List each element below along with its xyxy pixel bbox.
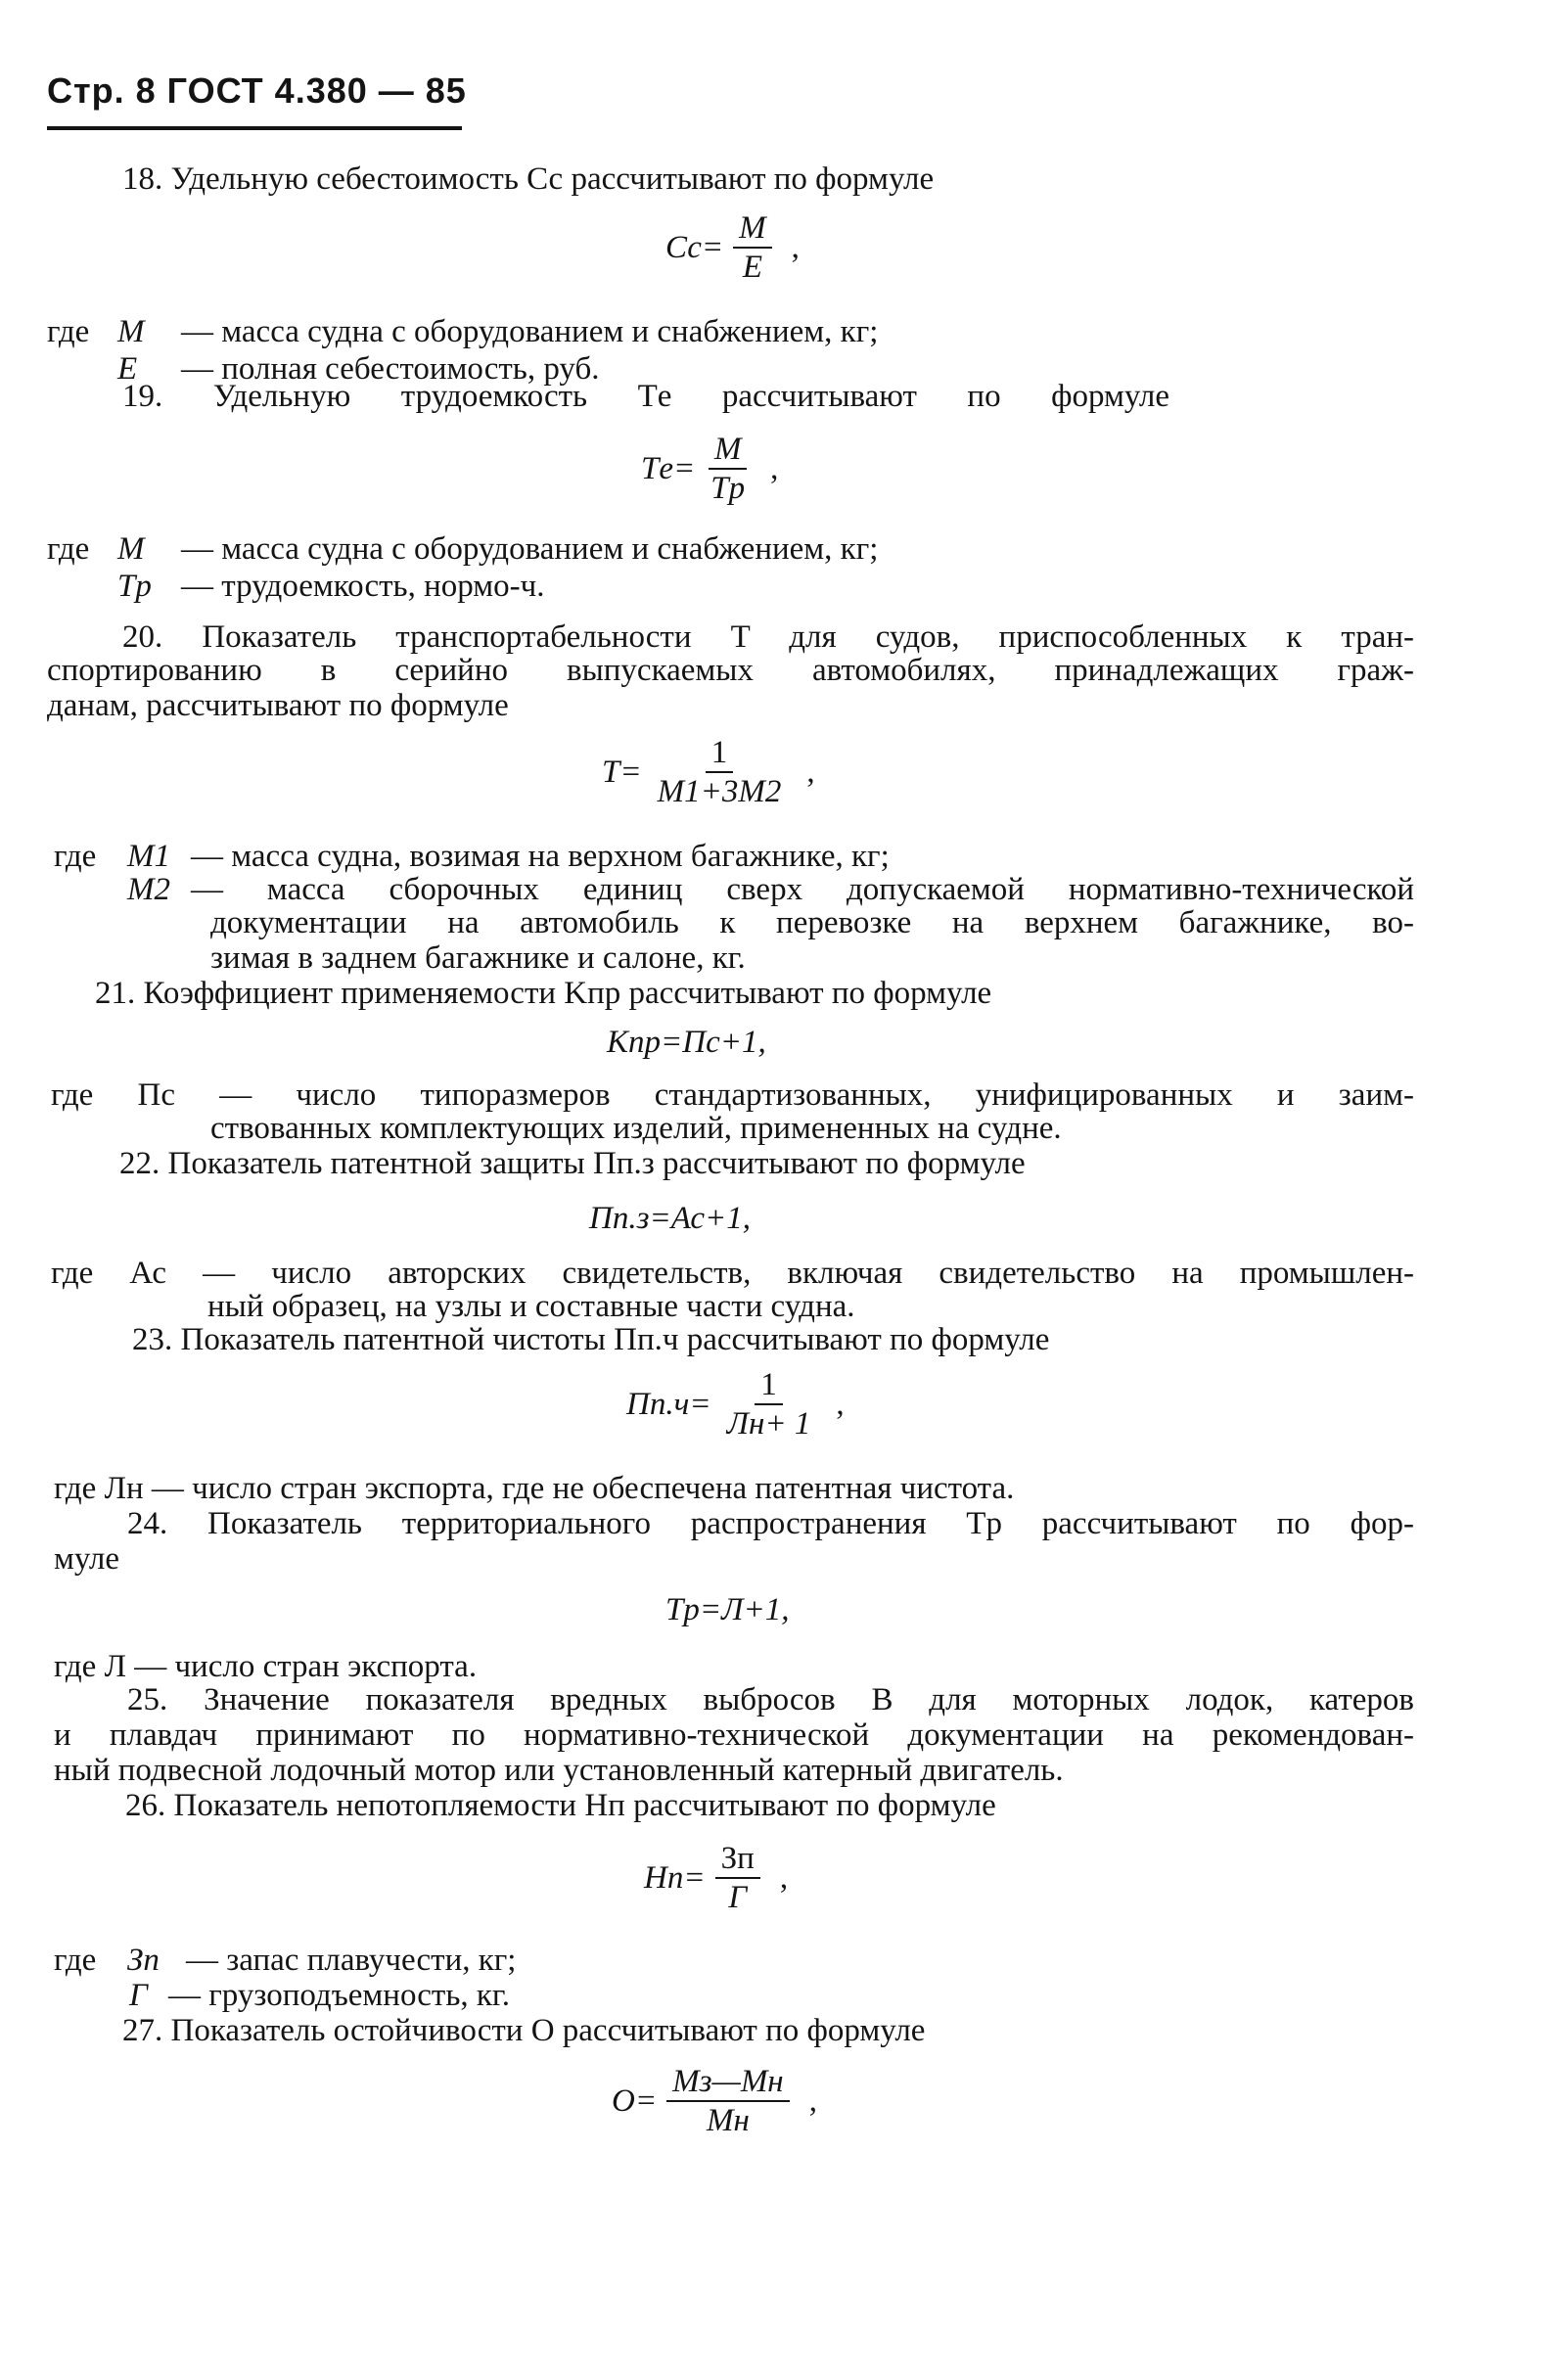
formula-26-comma: , (779, 1859, 789, 1896)
paragraph-26: 26. Показатель непотопляемости Нп рассчитывают по формуле (125, 1788, 996, 1823)
formula-23-comma: , (836, 1386, 845, 1422)
where-19-symbol-1: M (117, 531, 145, 567)
where-20-where: где (54, 839, 97, 874)
formula-27-fraction (666, 2063, 790, 2139)
formula-18-comma: , (791, 229, 800, 265)
where-18-symbol-2: E (117, 351, 138, 387)
where-26-where: где (54, 1943, 97, 1978)
formula-18-lhs: Сс= (665, 229, 724, 265)
where-20-symbol-2: M2 (127, 872, 170, 907)
formula-19-fraction (705, 431, 751, 507)
paragraph-19: 19. Удельную трудоемкость Tе рассчитывают по формуле (122, 379, 1169, 414)
paragraph-22: 22. Показатель патентной защиты Пп.з рассчитывают по формуле (119, 1146, 1026, 1181)
formula-18-fraction (733, 209, 772, 286)
formula-23 (626, 1366, 845, 1442)
formula-23-lhs: Пп.ч= (626, 1386, 711, 1422)
formula-26 (644, 1840, 788, 1916)
paragraph-20-line-2: спортированию в серийно выпускаемых автомобилях, принадлежащих граж- (47, 653, 1414, 688)
where-18-where: где (47, 314, 90, 349)
where-26-desc-1: — запас плавучести, кг; (186, 1943, 517, 1978)
paragraph-25-line-1: 25. Значение показателя вредных выбросов B для моторных лодок, катеров (127, 1682, 1414, 1717)
formula-24: Tр=Л+1, (665, 1592, 790, 1627)
formula-27-lhs: O= (612, 2082, 658, 2119)
where-20-desc-2-cont-2: зимая в заднем багажнике и салоне, кг. (210, 940, 746, 976)
formula-20 (602, 734, 815, 810)
formula-20-fraction (652, 734, 788, 810)
formula-23-numerator: 1 (755, 1366, 783, 1405)
formula-22: Пп.з=Ас+1, (589, 1201, 752, 1236)
formula-27 (612, 2063, 817, 2139)
where-26-desc-2: — грузоподъемность, кг. (168, 1978, 510, 2013)
where-24: где Л — число стран экспорта. (54, 1649, 478, 1684)
formula-21: Kпр=Пс+1, (607, 1025, 766, 1060)
where-21-line-2: ствованных комплектующих изделий, примененных на судне. (210, 1111, 1062, 1146)
paragraph-25-line-3: ный подвесной лодочный мотор или установленный катерный двигатель. (54, 1753, 1064, 1788)
where-21-line-1: где Пс — число типоразмеров стандартизованных, унифицированных и заим- (51, 1077, 1414, 1113)
where-20-desc-2-cont-1: документации на автомобиль к перевозке на верхнем багажнике, во- (210, 905, 1414, 940)
where-19-where: где (47, 531, 90, 567)
formula-27-denominator: Mн (706, 2103, 750, 2138)
formula-18-numerator: M (733, 209, 772, 249)
formula-20-numerator: 1 (706, 734, 734, 773)
where-20-symbol-1: M1 (127, 839, 170, 874)
where-18-desc-2: — полная себестоимость, руб. (181, 351, 600, 387)
where-22-line-2: ный образец, на узлы и составные части судна. (207, 1289, 855, 1324)
paragraph-24-line-2: муле (54, 1541, 120, 1577)
where-19-desc-2: — трудоемкость, нормо-ч. (181, 569, 545, 604)
page-header: Стр. 8 ГОСТ 4.380 — 85 (47, 70, 467, 111)
formula-20-denominator: M1+3M2 (657, 774, 782, 809)
where-23: где Лн — число стран экспорта, где не обеспечена патентная чистота. (54, 1471, 1015, 1506)
where-19-desc-1: — масса судна с оборудованием и снабжением, кг; (181, 531, 879, 567)
formula-18-denominator: E (742, 250, 762, 285)
where-22-line-1: где Ас — число авторских свидетельств, включая свидетельство на промышлен- (51, 1256, 1414, 1291)
paragraph-24-line-1: 24. Показатель территориального распространения Tр рассчитывают по фор- (127, 1506, 1414, 1541)
where-18-symbol-1: M (117, 314, 145, 349)
where-20-desc-2: — масса сборочных единиц сверх допускаемой нормативно-технической (191, 872, 1414, 907)
where-26-symbol-2: Г (129, 1978, 148, 2013)
formula-18 (665, 209, 800, 286)
formula-26-numerator: Зп (715, 1840, 760, 1879)
paragraph-25-line-2: и плавдач принимают по нормативно-технической документации на рекомендован- (54, 1717, 1414, 1753)
formula-26-lhs: Нп= (644, 1859, 706, 1896)
formula-27-numerator: Mз—Mн (666, 2063, 790, 2102)
paragraph-20-line-1: 20. Показатель транспортабельности T для судов, приспособленных к тран- (122, 619, 1414, 655)
paragraph-23: 23. Показатель патентной чистоты Пп.ч рассчитывают по формуле (132, 1322, 1050, 1357)
formula-26-fraction (715, 1840, 760, 1916)
paragraph-27: 27. Показатель остойчивости O рассчитывают по формуле (122, 2013, 926, 2048)
formula-26-denominator: Г (728, 1880, 748, 1915)
formula-19-comma: , (770, 450, 779, 486)
formula-20-comma: , (806, 754, 815, 790)
formula-23-denominator: Лн+ 1 (726, 1406, 811, 1442)
formula-23-fraction (721, 1366, 817, 1442)
where-26-symbol-1: Зп (127, 1943, 160, 1978)
formula-19-numerator: M (709, 431, 748, 470)
where-18-desc-1: — масса судна с оборудованием и снабжением, кг; (181, 314, 879, 349)
paragraph-18: 18. Удельную себестоимость Сс рассчитывают по формуле (122, 161, 935, 197)
where-20-desc-1: — масса судна, возимая на верхном багажнике, кг; (191, 839, 890, 874)
formula-27-comma: , (808, 2082, 817, 2119)
paragraph-20-line-3: данам, рассчитывают по формуле (47, 688, 509, 723)
formula-19-lhs: Tе= (641, 450, 696, 486)
where-19-symbol-2: Tр (117, 569, 152, 604)
header-rule (47, 126, 462, 130)
formula-20-lhs: T= (602, 754, 642, 790)
formula-19 (641, 431, 778, 507)
paragraph-21: 21. Коэффициент применяемости Kпр рассчитывают по формуле (95, 976, 992, 1011)
formula-19-denominator: Tр (710, 471, 746, 506)
